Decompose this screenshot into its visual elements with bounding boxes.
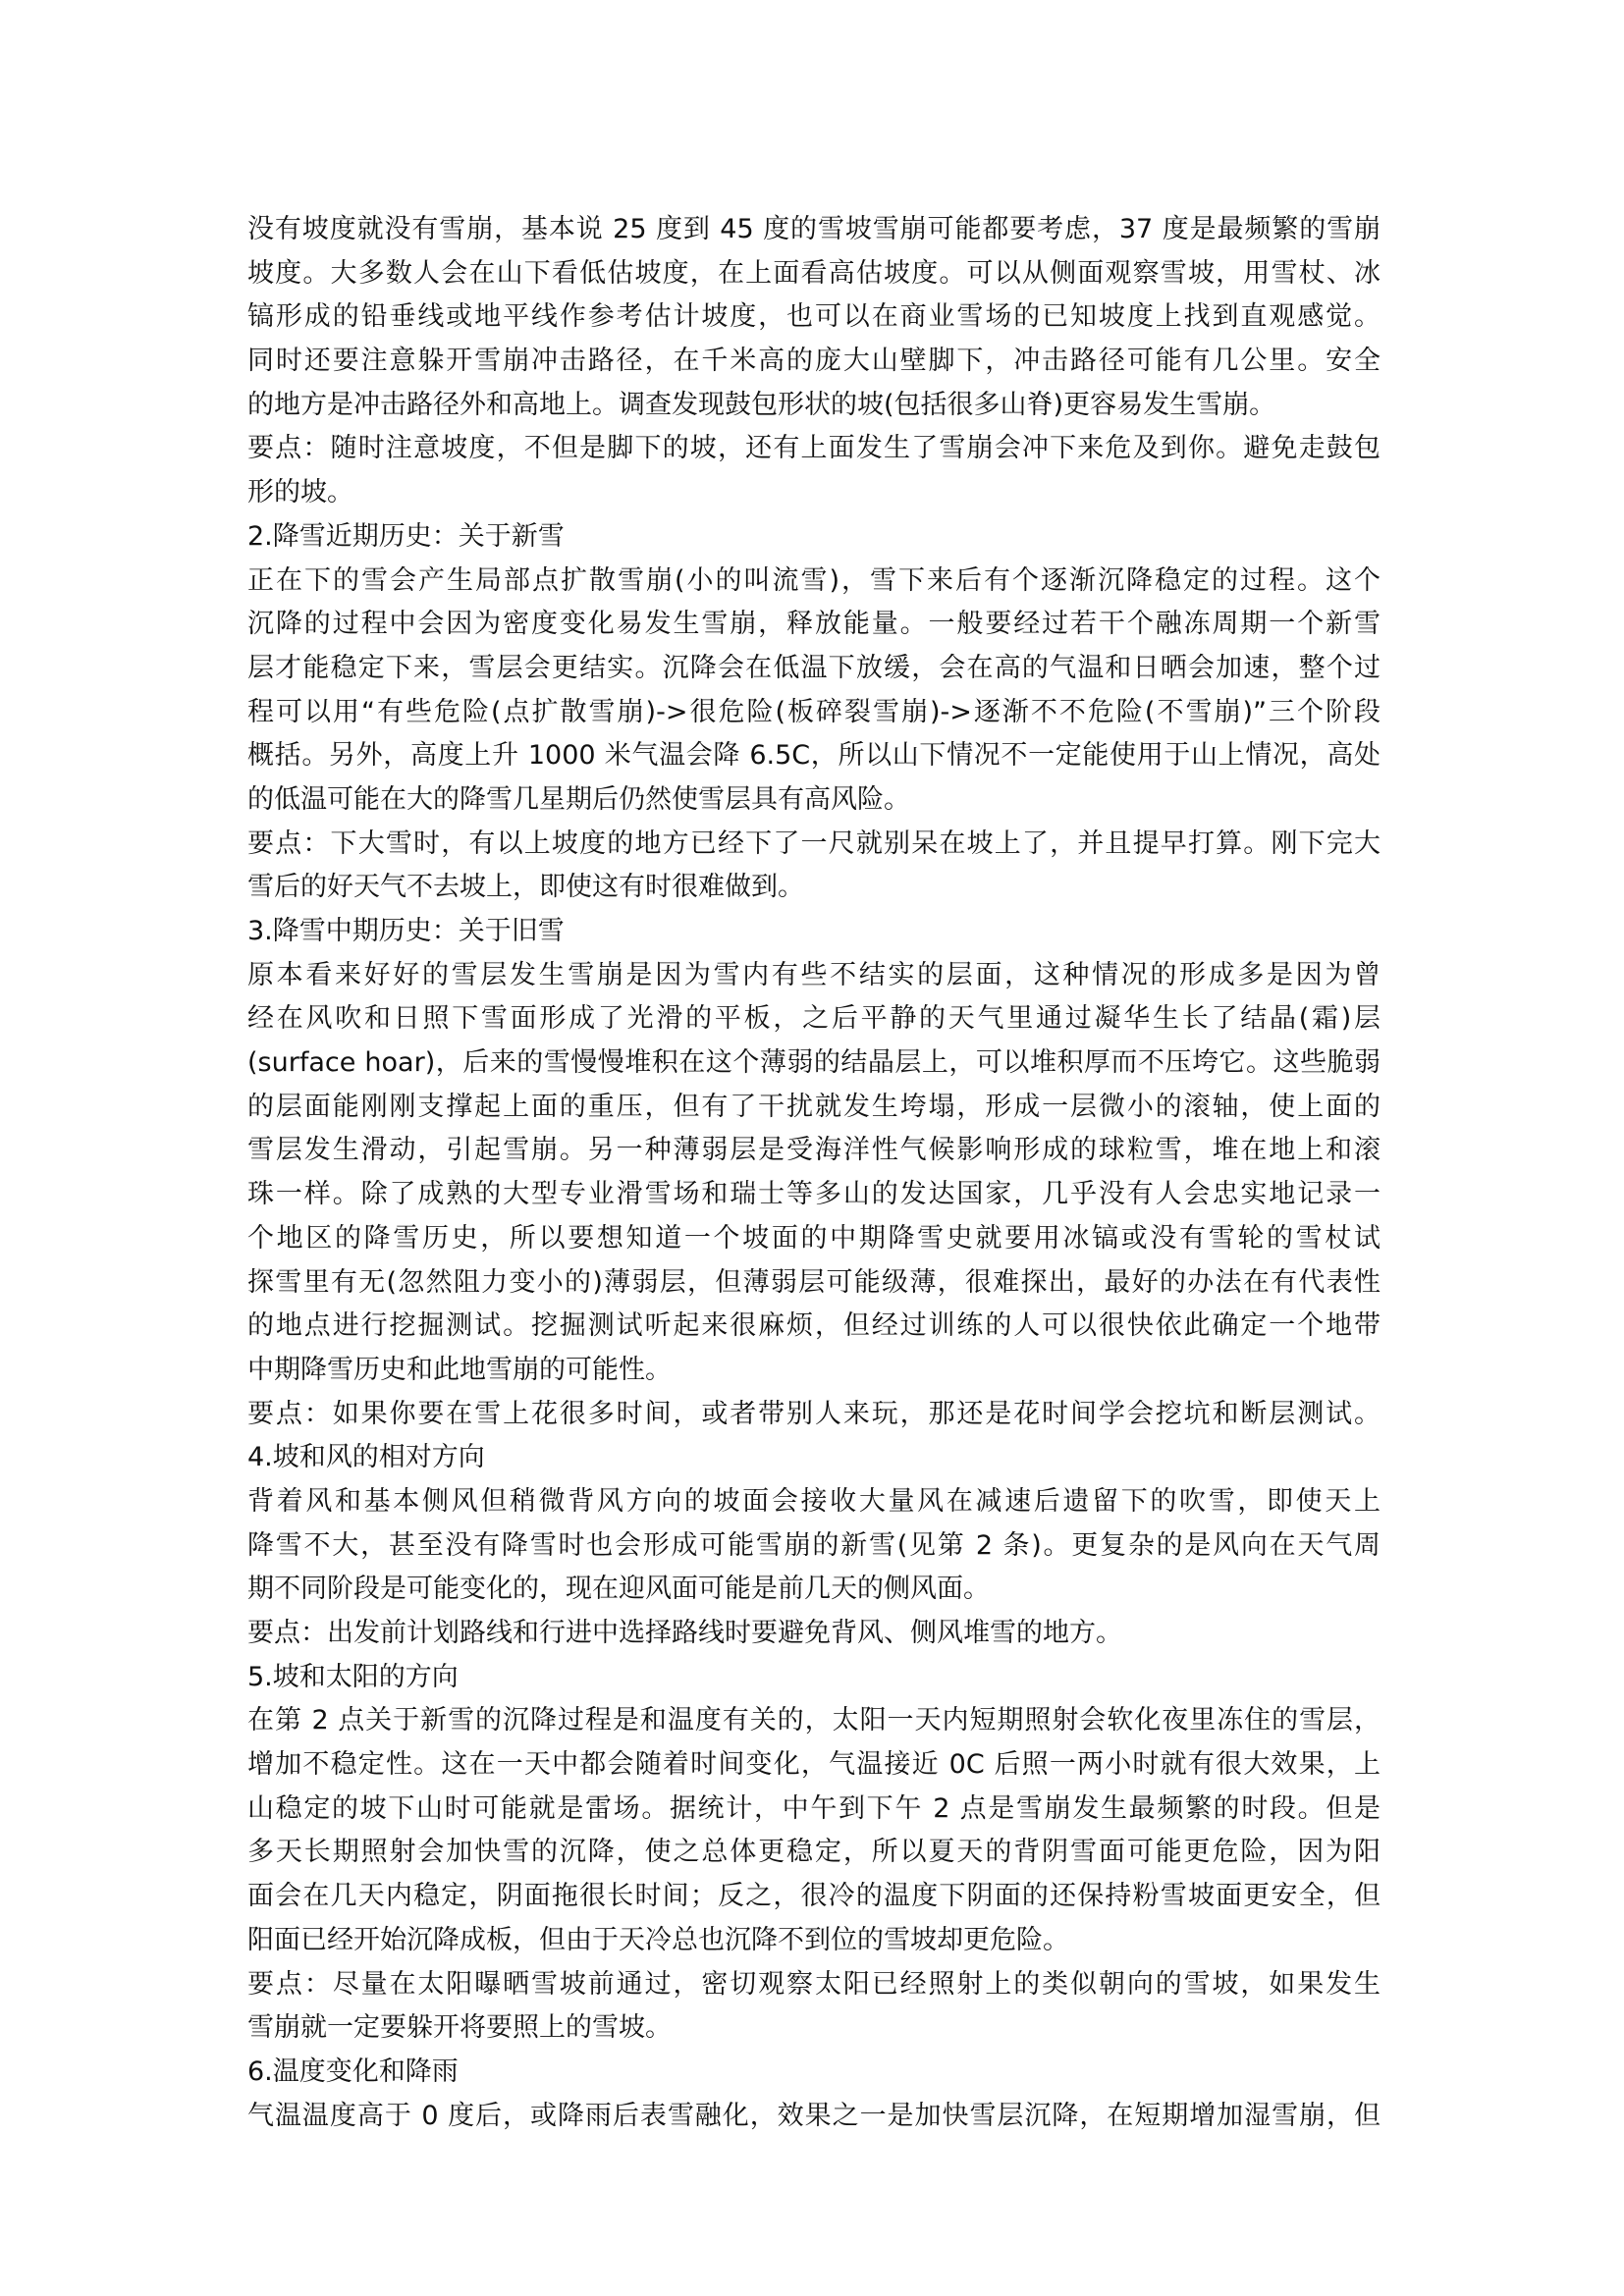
text-line: 的地方是冲击路径外和高地上。调查发现鼓包形状的坡(包括很多山脊)更容易发生雪崩。 (247, 389, 1276, 420)
text-line: 概括。另外，高度上升 1000 米气温会降 6.5C，所以山下情况不一定能使用于山上情况，高处 (247, 740, 1380, 772)
text-line: 要点：如果你要在雪上花很多时间，或者带别人来玩，那还是花时间学会挖坑和断层测试。 (247, 1398, 1380, 1429)
text-line: 要点：下大雪时，有以上坡度的地方已经下了一尺就别呆在坡上了，并且提早打算。刚下完大 (247, 828, 1380, 859)
text-line: 个地区的降雪历史，所以要想知道一个坡面的中期降雪史就要用冰镐或没有雪轮的雪杖试 (247, 1222, 1380, 1254)
text-line: 要点：出发前计划路线和行进中选择路线时要避免背风、侧风堆雪的地方。 (247, 1618, 1122, 1648)
text-line: 多天长期照射会加快雪的沉降，使之总体更稳定，所以夏天的背阴雪面可能更危险，因为阳 (247, 1837, 1380, 1868)
text-line: 原本看来好好的雪层发生雪崩是因为雪内有些不结实的层面，这种情况的形成多是因为曾 (247, 959, 1380, 990)
text-line: 珠一样。除了成熟的大型专业滑雪场和瑞士等多山的发达国家，几乎没有人会忠实地记录一 (247, 1179, 1380, 1210)
text-line: 面会在几天内稳定，阴面拖很长时间；反之，很冷的温度下阴面的还保持粉雪坡面更安全，但 (247, 1881, 1380, 1912)
text-line: 增加不稳定性。这在一天中都会随着时间变化，气温接近 0C 后照一两小时就有很大效果，上 (247, 1749, 1380, 1781)
text-line: 山稳定的坡下山时可能就是雷场。据统计，中午到下午 2 点是雪崩发生最频繁的时段。但是 (247, 1792, 1380, 1824)
text-line: 阳面已经开始沉降成板，但由于天冷总也沉降不到位的雪坡却更危险。 (247, 1924, 1069, 1955)
text-line: 6.温度变化和降雨 (247, 2056, 459, 2087)
text-line: 3.降雪中期历史：关于旧雪 (247, 916, 565, 946)
text-line: 没有坡度就没有雪崩，基本说 25 度到 45 度的雪坡雪崩可能都要考虑，37 度是最频繁的雪崩 (247, 214, 1380, 244)
text-line: 4.坡和风的相对方向 (247, 1442, 485, 1473)
text-line: 的层面能刚刚支撑起上面的重压，但有了干扰就发生垮塌，形成一层微小的滚轴，使上面的 (247, 1091, 1380, 1122)
text-line: 背着风和基本侧风但稍微背风方向的坡面会接收大量风在减速后遗留下的吹雪，即使天上 (247, 1485, 1380, 1517)
text-line: (surface hoar)，后来的雪慢慢堆积在这个薄弱的结晶层上，可以堆积厚而不压垮它。这些脆弱 (247, 1047, 1380, 1079)
text-line: 5.坡和太阳的方向 (247, 1661, 459, 1692)
text-line: 正在下的雪会产生局部点扩散雪崩(小的叫流雪)，雪下来后有个逐渐沉降稳定的过程。这个 (247, 564, 1380, 596)
document-body (247, 208, 1380, 2138)
text-line: 的地点进行挖掘测试。挖掘测试听起来很麻烦，但经过训练的人可以很快依此确定一个地带 (247, 1310, 1380, 1342)
text-line: 探雪里有无(忽然阻力变小的)薄弱层，但薄弱层可能级薄，很难探出，最好的办法在有代表性 (247, 1266, 1380, 1298)
text-line: 沉降的过程中会因为密度变化易发生雪崩，释放能量。一般要经过若干个融冻周期一个新雪 (247, 609, 1380, 640)
text-line: 降雪不大，甚至没有降雪时也会形成可能雪崩的新雪(见第 2 条)。更复杂的是风向在天气周 (247, 1529, 1380, 1561)
text-line: 同时还要注意躲开雪崩冲击路径，在千米高的庞大山壁脚下，冲击路径可能有几公里。安全 (247, 346, 1380, 377)
text-line: 雪层发生滑动，引起雪崩。另一种薄弱层是受海洋性气候影响形成的球粒雪，堆在地上和滚 (247, 1135, 1380, 1166)
text-line: 要点：随时注意坡度，不但是脚下的坡，还有上面发生了雪崩会冲下来危及到你。避免走鼓包 (247, 433, 1380, 464)
text-line: 程可以用“有些危险(点扩散雪崩)->很危险(板碎裂雪崩)->逐渐不不危险(不雪崩)”三个阶段 (247, 696, 1380, 727)
text-line: 雪崩就一定要躲开将要照上的雪坡。 (247, 2012, 672, 2044)
text-line: 要点：尽量在太阳曝晒雪坡前通过，密切观察太阳已经照射上的类似朝向的雪坡，如果发生 (247, 1968, 1380, 2000)
text-line: 雪后的好天气不去坡上，即使这有时很难做到。 (247, 872, 804, 903)
text-line: 的低温可能在大的降雪几星期后仍然使雪层具有高风险。 (247, 783, 910, 815)
text-line: 层才能稳定下来，雪层会更结实。沉降会在低温下放缓，会在高的气温和日晒会加速，整个过 (247, 652, 1380, 683)
text-line: 镐形成的铅垂线或地平线作参考估计坡度，也可以在商业雪场的已知坡度上找到直观感觉。 (247, 301, 1380, 333)
text-line: 中期降雪历史和此地雪崩的可能性。 (247, 1354, 672, 1385)
text-line: 形的坡。 (247, 477, 353, 508)
text-line: 期不同阶段是可能变化的，现在迎风面可能是前几天的侧风面。 (247, 1574, 990, 1605)
text-line: 气温温度高于 0 度后，或降雨后表雪融化，效果之一是加快雪层沉降，在短期增加湿雪崩，但 (247, 2100, 1380, 2131)
text-line: 坡度。大多数人会在山下看低估坡度，在上面看高估坡度。可以从侧面观察雪坡，用雪杖、冰 (247, 257, 1380, 289)
text-line: 经在风吹和日照下雪面形成了光滑的平板，之后平静的天气里通过凝华生长了结晶(霜)层 (247, 1003, 1380, 1035)
text-line: 2.降雪近期历史：关于新雪 (247, 520, 565, 552)
text-line: 在第 2 点关于新雪的沉降过程是和温度有关的，太阳一天内短期照射会软化夜里冻住的雪层， (247, 1705, 1380, 1736)
